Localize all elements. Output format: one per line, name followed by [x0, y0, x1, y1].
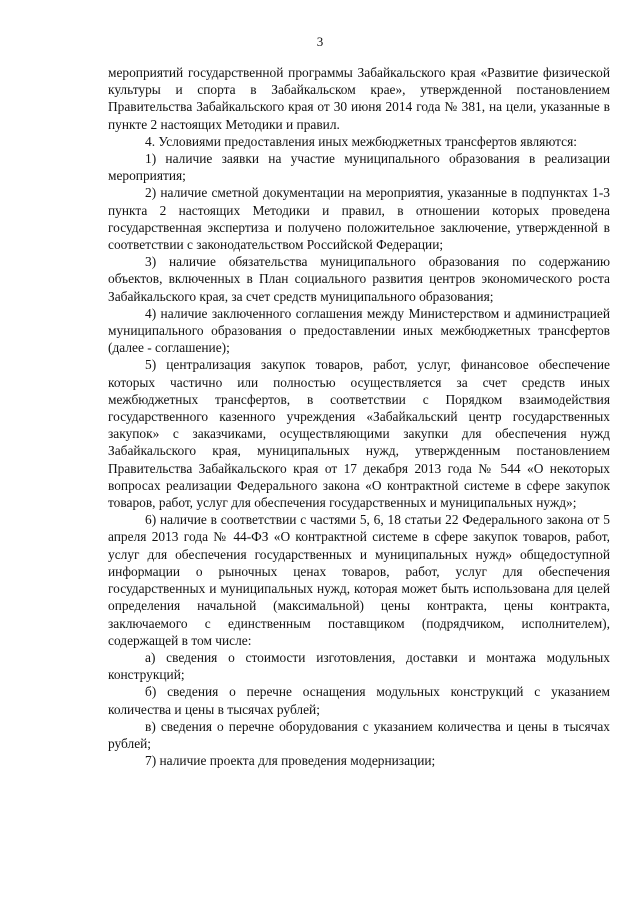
- paragraph-subitem-v: в) сведения о перечне оборудования с указанием количества и цены в тысячах рублей;: [108, 718, 610, 751]
- paragraph-condition-4: 4) наличие заключенного соглашения между Министерством и администрацией муниципального образования о предоставлении иных межбюджетных трансфертов (далее - соглашение);: [108, 305, 610, 356]
- paragraph-subitem-a: а) сведения о стоимости изготовления, доставки и монтажа модульных конструкций;: [108, 649, 610, 683]
- paragraph-continuation: мероприятий государственной программы Забайкальского края «Развитие физической культуры и спорта в Забайкальском крае», утвержденной постановлением Правительства Забайкальского края от 30 июня 2014 года № 381, на цели, указанные в пункте 2 настоящих Методики и правил.: [108, 65, 610, 132]
- paragraph-item-4: 4. Условиями предоставления иных межбюджетных трансфертов являются:: [145, 133, 578, 149]
- document-body: [108, 64, 610, 769]
- paragraph-condition-7: 7) наличие проекта для проведения модернизации;: [145, 753, 436, 769]
- paragraph-condition-5: 5) централизация закупок товаров, работ, услуг, финансовое обеспечение которых частично или полностью осуществляется за счет средств иных межбюджетных трансфертов, в соответствии с Порядком взаимодействия государственного казенного учреждения «Забайкальский центр государственных закупок» с заказчиками, осуществляющими закупки для обеспечения нужд Забайкальского края, муниципальных нужд, утвержденным постановлением Правительства Забайкальского края от 17 декабря 2013 года № 544 «О некоторых вопросах реализации Федерального закона «О контрактной системе в сфере закупок товаров, работ, услуг для обеспечения государственных и муниципальных нужд»;: [108, 357, 610, 511]
- paragraph-condition-2: 2) наличие сметной документации на мероприятия, указанные в подпунктах 1-3 пункта 2 настоящих Методики и правил, в отношении которых проведена государственная экспертиза и получено положительное заключение, утвержденной в соответствии с законодательством Российской Федерации;: [108, 185, 610, 253]
- paragraph-condition-3: 3) наличие обязательства муниципального образования по содержанию объектов, включенных в План социального развития центров экономического роста Забайкальского края, за счет средств муниципального образования;: [108, 254, 610, 304]
- paragraph-subitem-b: б) сведения о перечне оснащения модульных конструкций с указанием количества и цены в тысячах рублей;: [108, 684, 610, 717]
- paragraph-condition-1: 1) наличие заявки на участие муниципального образования в реализации мероприятия;: [108, 151, 610, 184]
- paragraph-condition-6: 6) наличие в соответствии с частями 5, 6, 18 статьи 22 Федерального закона от 5 апреля 2013 года № 44-ФЗ «О контрактной системе в сфере закупок товаров, работ, услуг для обеспечения государственных и муниципальных нужд» общедоступной информации о рыночных ценах товаров, работ, услуг для обеспечения государственных и муниципальных нужд, которая может быть использована для целей определения начальной (максимальной) цены контракта, цены контракта, заключаемого с единственным поставщиком (подрядчиком, исполнителем), содержащей в том числе:: [108, 512, 610, 648]
- page-number: 3: [316, 34, 324, 49]
